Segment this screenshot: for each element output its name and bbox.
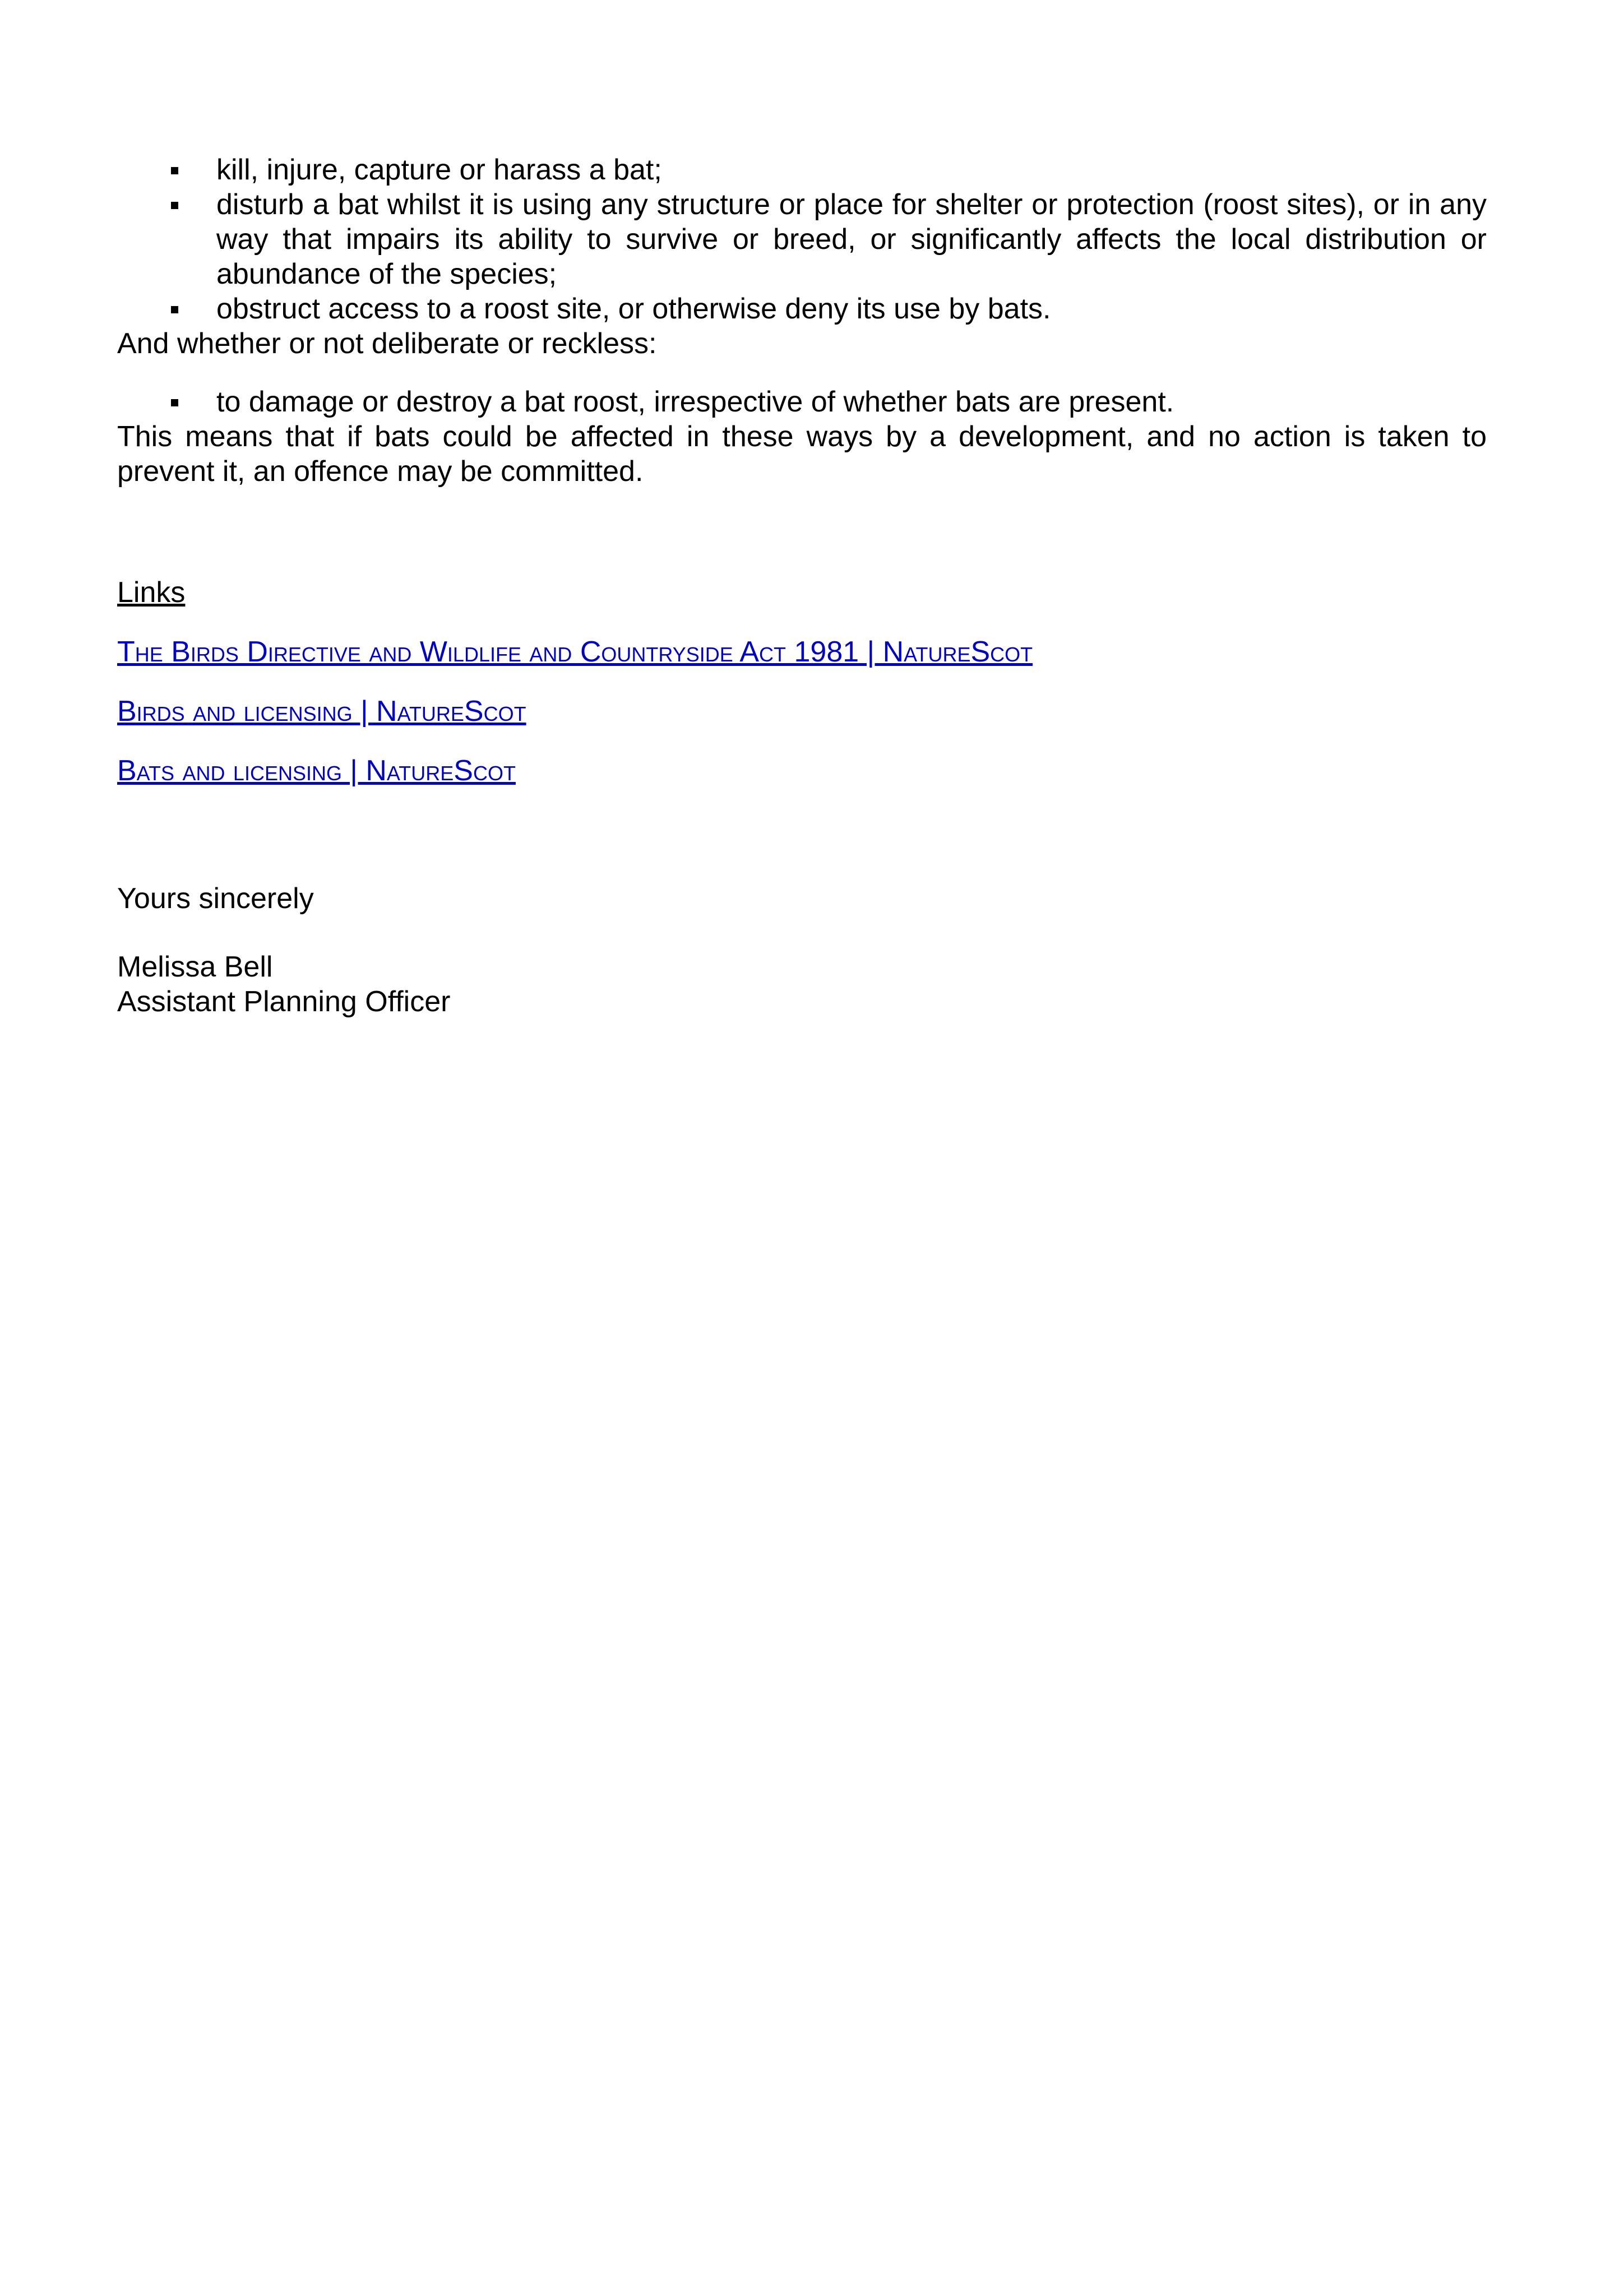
bats-licensing-link[interactable]: Bats and licensing | NatureScot — [117, 754, 516, 787]
roost-damage-list — [117, 385, 1487, 419]
birds-licensing-link[interactable]: Birds and licensing | NatureScot — [117, 695, 526, 728]
offence-summary-paragraph: This means that if bats could be affected in these ways by a development, and no action is taken to prevent it, an offence may be committed. — [117, 420, 1487, 488]
prohibited-actions-list — [117, 152, 1487, 326]
birds-directive-link[interactable]: The Birds Directive and Wildlife and Countryside Act 1981 | NatureScot — [117, 636, 1033, 668]
salutation: Yours sincerely — [117, 882, 314, 915]
letter-page — [117, 152, 1487, 1019]
square-bullet-icon — [171, 202, 178, 209]
list-item: obstruct access to a roost site, or otherwise deny its use by bats. — [117, 291, 1487, 326]
signatory-name: Melissa Bell — [117, 951, 273, 983]
square-bullet-icon — [171, 399, 178, 406]
list-item: to damage or destroy a bat roost, irrespective of whether bats are present. — [117, 385, 1487, 419]
square-bullet-icon — [171, 167, 178, 174]
links-heading: Links — [117, 576, 186, 609]
reckless-intro-text: And whether or not deliberate or reckless: — [117, 327, 657, 360]
square-bullet-icon — [171, 306, 178, 313]
list-item: kill, injure, capture or harass a bat; — [117, 152, 1487, 187]
list-item: disturb a bat whilst it is using any structure or place for shelter or protection (roost sites), or in any way that impairs its ability to survive or breed, or significantly affects the local distribution or abundance of the species; — [117, 187, 1487, 291]
signatory-title: Assistant Planning Officer — [117, 985, 451, 1018]
